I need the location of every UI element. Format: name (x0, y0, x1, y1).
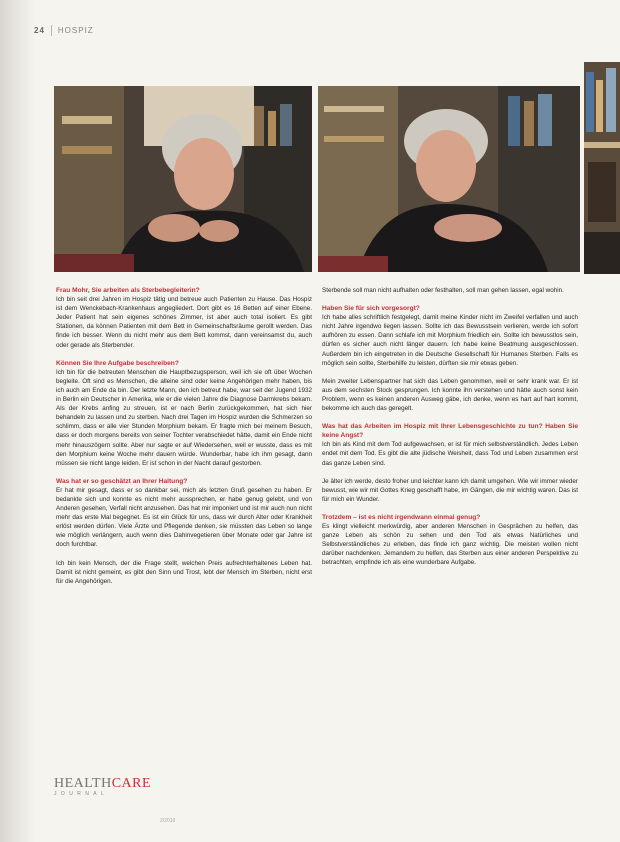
photo-1-illustration (54, 86, 312, 272)
question-heading-4: Haben Sie für sich vorgesorgt? (322, 305, 420, 313)
logo-word-health: HEALTH (54, 776, 112, 791)
photo-3-illustration (584, 62, 620, 274)
article-column-1 (56, 286, 312, 586)
journal-logo (54, 778, 151, 797)
logo-wordmark (54, 778, 151, 790)
page-header (34, 22, 94, 38)
question-heading-6: Trotzdem – ist es nicht irgendwann einmal genug? (322, 513, 481, 521)
interview-photo-3-partial (584, 62, 620, 274)
answer-paragraph-8: Je älter ich werde, desto froher und leichter kann ich damit umgehen. Wie wir immer wieder bewusst, wie wir mit Gottes Krieg geschafft habe, im Gängen, die mir wichtig waren. Das ist für mich ein Wunder. (322, 477, 578, 503)
answer-paragraph-7: Ich bin als Kind mit dem Tod aufgewachsen, er ist für mich selbstverständlich. Jedes Leben endet mit dem Tod. Es gibt die alte jüdische Weisheit, dass Tod und Leben zusammen erst das ganze Leben sind. (322, 441, 578, 467)
answer-paragraph-continued: Sterbende soll man nicht aufhalten oder festhalten, soll man gehen lassen, egal wohin. (322, 287, 564, 294)
question-heading-1: Frau Mohr, Sie arbeiten als Sterbebegleiterin? (56, 287, 200, 294)
interview-photo-1 (54, 86, 312, 272)
answer-paragraph-6: Mein zweiter Lebenspartner hat sich das Leben genommen, weil er sehr krank war. Er ist aus dem sechsten Stock gesprungen. Ich konnte ihn verstehen und hätte auch sonst kein Problem, wenn es keinen anderen Ausweg gäbe, ich denke, wenn es hart auf hart kommt, bekomme ich auch das geregelt. (322, 377, 578, 413)
logo-word-care: CARE (111, 776, 152, 791)
interview-photo-2 (318, 86, 580, 272)
issue-number: 2/2010 (160, 818, 176, 824)
page-number: 24 (34, 25, 45, 35)
answer-paragraph-3: Er hat mir gesagt, dass er so dankbar sei, mich als letzten Gruß gesehen zu haben. Er bedankte sich und konnte es nicht mehr aussprechen, er habe genug gelebt, und von Anderen gesehen, Verfall nicht anzusehen. Das hat mir imponiert und ist mir auch nun nicht mehr das erste Mal begegnet. Es ist ein Glück für uns, dass wir durch Alter oder Krankheit erlöst werden dürfen. Viele Ärzte und Pflegende denken, sie müssten das Leben so lange wie möglich verlängern, auch wenn dies Dahinvegetieren über Monate oder gar Jahre ist doch furchtbar. (56, 486, 312, 549)
question-heading-5: Was hat das Arbeiten im Hospiz mit Ihrer Lebensgeschichte zu tun? Haben Sie keine Angst? (322, 423, 578, 440)
answer-paragraph-1: Ich bin seit drei Jahren im Hospiz tätig und betreue auch Patienten zu Hause. Das Hospiz ist dem Wenckebach-Krankenhaus angegliedert. Dort gibt es 16 Betten auf einer Ebene. Jeder Patient hat sein eigenes schönes Zimmer, ist aber auch total isoliert. Es gibt Stationen, da können Patienten mit dem Bett in Gemeinschaftsräume gerollt werden. Das finde ich besser. Wenn du nicht mehr aus dem Bett kommst, dann vereinsamst du, auch oder gerade als Sterbender. (56, 296, 312, 349)
answer-paragraph-5: Ich habe alles schriftlich festgelegt, damit meine Kinder nicht im Zweifel verfallen und auch nicht Jahre irgendwo liegen lassen. Sollte ich das Bewusstsein verlieren, werde ich sofort aufhören zu essen. Dann schlafe ich mit Morphium friedlich ein. Sollte ich bewusstlos sein, dürfen es sicher auch nicht länger dauern. Ich habe keine Beatmung ausgeschlossen. Außerdem bin ich eingetreten in die Deutsche Gesellschaft für Humanes Sterben. Falls es möglich sein sollte, Sterbehilfe zu leisten, dürften sie mir etwas geben. (322, 314, 578, 367)
answer-paragraph-9: Es klingt vielleicht merkwürdig, aber anderen Menschen in Gesprächen zu helfen, das ganze Leben als schön zu sehen und den Tod als etwas Natürliches und Selbstverständliches zu erleben, das finde ich ganz wichtig. Die meisten wollen nicht darüber nachdenken. Jemandem zu helfen, das Sterben aus einer anderen Perspektive zu betrachten, empfinde ich als eine wunderbare Aufgabe. (322, 522, 578, 567)
answer-paragraph-2: Ich bin für die betreuten Menschen die Hauptbezugsperson, weil ich sie oft über Wochen begleite. Oft sind es Menschen, die alleine sind oder keine Angehörigen mehr haben, bis ich auch am Ende da bin. Der letzte Mann, den ich betreut habe, war seit der Jugend 1932 in Berlin ein Deutscher in Amerika, wie er die vielen Jahre die Diagnose Darmkrebs bekam. Als der Krebs anfing zu streuen, ist er nach Berlin zurückgekommen, hat sich hier behandeln zu lassen und zu sterben. Nach drei Tagen im Hospiz wurden die Schmerzen so schlimm, dass er alle vier Stunden Morphium bekam. Er fragte mich bei meinem Besuch, dass er doch morgens bereits von seiner Tochter verabschiedet hätte, damit ein Ende nicht mehr hinauszögern sollte. Aber nur sagte er auf Wiedersehen, weil er wusste, dass es mit den Morphium keine Woche mehr dauern würde. Wunderbar, habe ich ihm gesagt, dann müssen sie nicht lange leiden. Er ist schon in der Nacht darauf gestorben. (56, 368, 312, 467)
question-heading-3: Was hat er so geschätzt an Ihrer Haltung? (56, 477, 188, 485)
answer-paragraph-4: Ich bin kein Mensch, der die Frage stellt, welchen Preis aufrechterhaltenes Leben hat. Damit ist nicht gemeint, es gibt den Sinn und Trost, lebt der Mensch im Sterben, nicht erst für die Angehörigen. (56, 559, 312, 585)
logo-subtitle: JOURNAL (54, 791, 109, 797)
question-heading-2: Können Sie Ihre Aufgabe beschreiben? (56, 359, 179, 367)
article-column-2 (322, 286, 578, 567)
page-binding-shadow (0, 0, 36, 842)
photo-2-illustration (318, 86, 580, 272)
header-divider (51, 25, 52, 36)
section-label: HOSPIZ (57, 25, 94, 35)
